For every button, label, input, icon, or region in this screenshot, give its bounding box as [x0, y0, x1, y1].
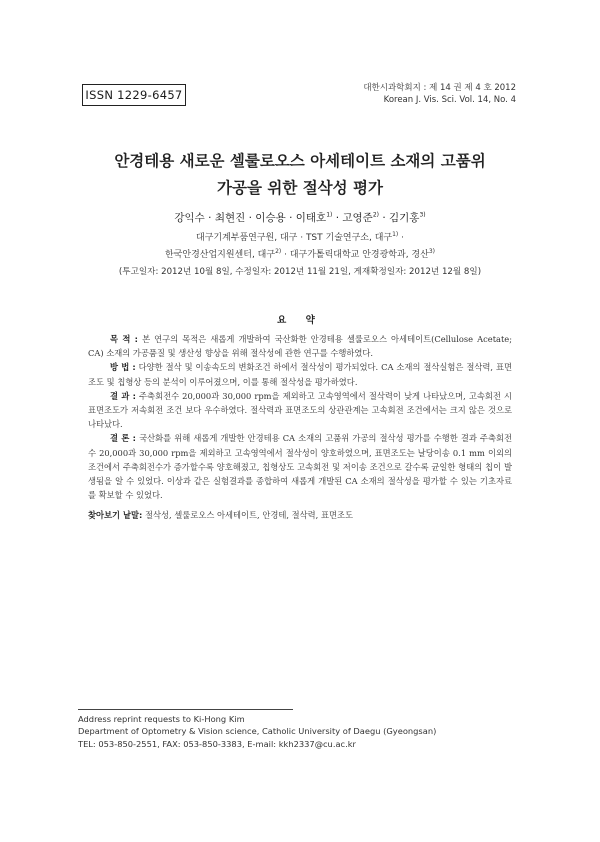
author-affil-mark: 1): [326, 211, 333, 219]
section-label: 목 적 :: [110, 334, 138, 344]
abstract-purpose: [88, 332, 512, 360]
submission-dates: (투고일자: 2012년 10월 8일, 수정일자: 2012년 11월 21일, 게재확정일자: 2012년 12월 8일): [118, 267, 482, 277]
author-name: 최현진: [214, 212, 246, 224]
author-name: 고영준: [342, 212, 373, 224]
abstract-methods: [88, 360, 512, 388]
section-label: 방 법 :: [110, 362, 136, 373]
footnote-line: Address reprint requests to Ki-Hong Kim: [78, 714, 245, 724]
section-label: 결 론 :: [110, 433, 136, 444]
correspondence-footnote: [78, 713, 436, 750]
abstract-body: [88, 332, 512, 502]
affiliation-line-1: 대구기계부품연구원, 대구 · TST 기술연구소, 대구$^{1)}$ ·: [196, 231, 404, 243]
section-text: 국산화를 위해 새롭게 개발한 안경테용 CA 소재의 고품위 가공의 절삭성 평가를 수행한 결과 주축회전수 20,000과 30,000 rpm을 제외하고 고속영역에서 절삭성이 양호하였으며, 표면조도는 날당이송 0.1 mm 이외의 조건에서 주축회전수가 증가할수록 양호해졌고, 칩형상도 고속회전 및 저이송 조건으로 갈수록 균일한 형태의 칩이 발생됨을 알 수 있었다. 이상과 같은 실험결과를 종합하여 새롭게 개발된 CA 소재의 절삭성을 평가할 수 있는 기초자료를 확보할 수 있었다.: [88, 433, 512, 501]
journal-english: Korean J. Vis. Sci. Vol. 14, No. 4: [383, 95, 516, 105]
author-name: 이승용: [255, 212, 286, 224]
section-label: 결 과 :: [110, 390, 136, 401]
footnote-line: Department of Optometry & Vision science, Catholic University of Daegu (Gyeongsan): [78, 726, 437, 737]
keywords: [88, 509, 512, 521]
abstract-heading: 요 약: [277, 315, 323, 326]
journal-korean: 대한시과학회지 : 제 14 권 제 4 호 2012: [363, 83, 516, 93]
section-text: 본 연구의 목적은 새롭게 개발하여 국산화한 안경테용 셀룰로오스 아세테이트(Cellulose Acetate; CA) 소재의 가공품질 및 생산성 향상을 위해 절삭성에 관한 연구를 수행하였다.: [88, 334, 513, 359]
section-text: 주축회전수 20,000과 30,000 rpm을 제외하고 고속영역에서 절삭력이 낮게 나타났으며, 고속회전 시 표면조도가 저속회전 조건 보다 우수하였다. 절삭력과 표면조도의 상관관계는 고속회전 조건에서는 크지 않은 것으로 나타났다.: [88, 390, 512, 430]
issn-box: ISSN 1229-6457: [82, 84, 186, 106]
author-affil-mark: 3): [419, 211, 426, 219]
author-name: 이태호: [295, 212, 327, 224]
affil-mark: 1): [392, 231, 399, 238]
abstract-results: [88, 389, 512, 432]
section-text: 다양한 절삭 및 이송속도의 변화조건 하에서 절삭성이 평가되었다. CA 소재의 절삭실험은 절삭력, 표면조도 및 칩형상 등의 분석이 이루어졌으며, 이를 통해 절삭성을 평가하였다.: [88, 362, 513, 387]
journal-info: [363, 82, 516, 106]
keywords-value: 절삭성, 셀룰로오스 아세테이트, 안경테, 절삭력, 표면조도: [144, 510, 354, 520]
title-line-1: 안경테용 새로운 셀룰로오스 아세테이트 소재의 고품위: [114, 152, 486, 170]
affiliation-text: 대구기계부품연구원, 대구 · TST 기술연구소, 대구: [196, 233, 393, 243]
affiliation-text: · 대구가톨릭대학교 안경광학과, 경산: [281, 250, 429, 260]
affiliation-text: 한국안경산업지원센터, 대구: [165, 250, 276, 260]
footnote-divider: [78, 709, 293, 710]
author-affil-mark: 2): [372, 211, 379, 219]
affiliation-line-2: [40, 247, 560, 260]
keywords-label: 찾아보기 낱말:: [88, 510, 143, 520]
author-name: 강익수: [174, 212, 205, 224]
affil-mark: 2): [275, 248, 282, 255]
author-list: 강익수 · 최현진 · 이승용 · 이태호$^{1)}$ · 고영준$^{2)}$ · 김기홍$^{3)}$: [174, 211, 426, 224]
affil-mark: 3): [428, 248, 435, 255]
title-line-2: 가공을 위한 절삭성 평가: [217, 179, 383, 197]
abstract-conclusion: [88, 431, 512, 502]
author-name: 김기홍: [389, 212, 420, 224]
footnote-line: TEL: 053-850-2551, FAX: 053-850-3383, E-mail: kkh2337@cu.ac.kr: [78, 738, 356, 749]
